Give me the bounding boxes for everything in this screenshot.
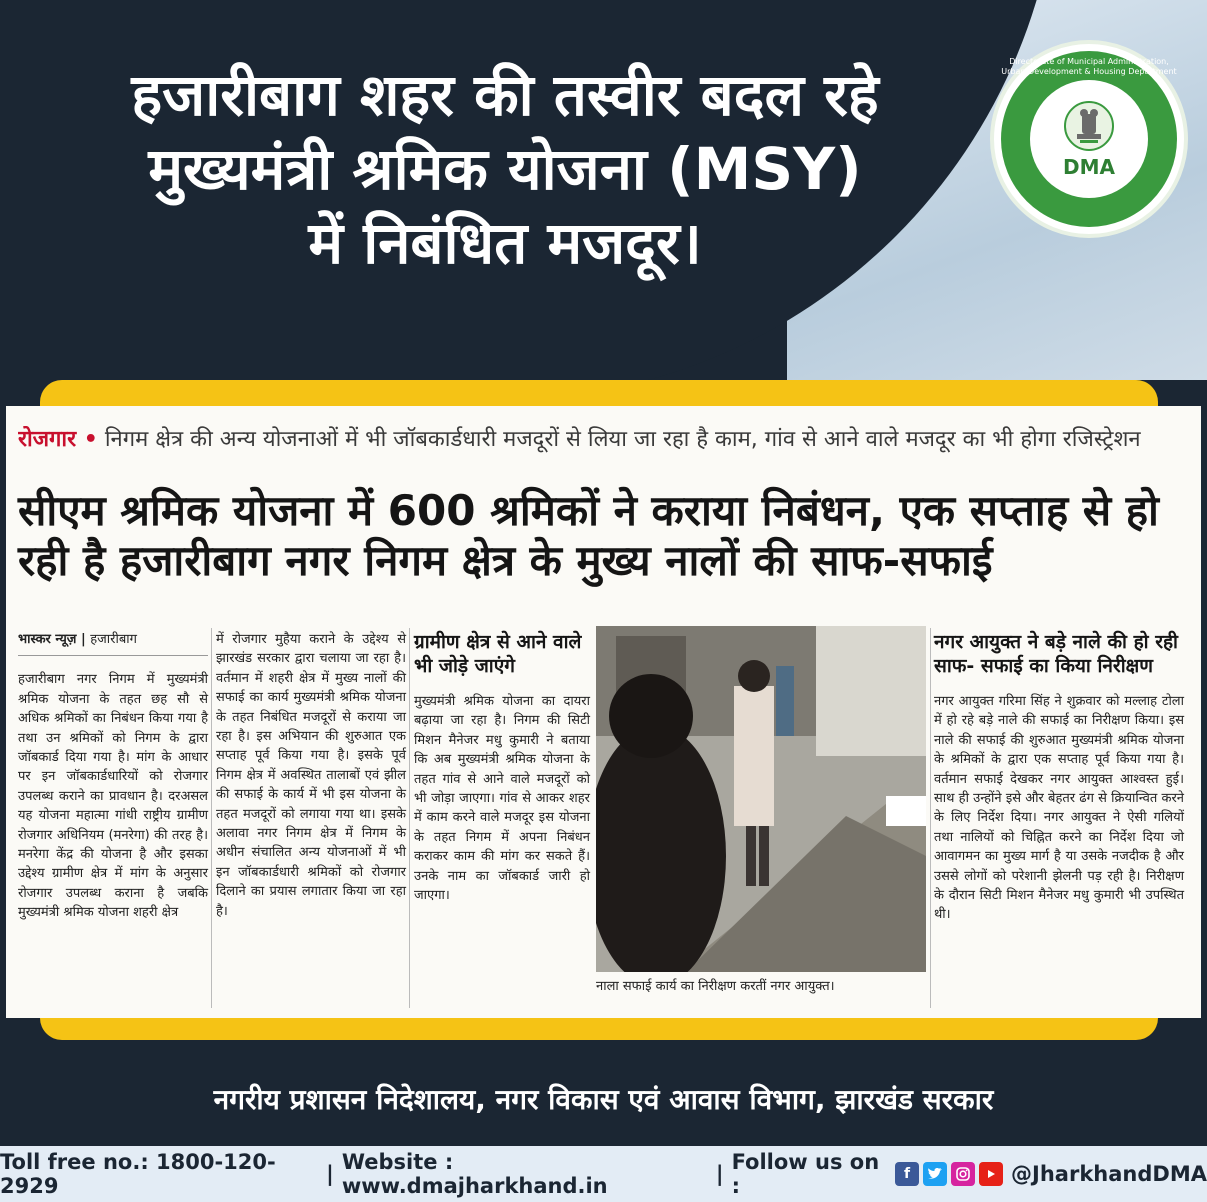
footer-contact-bar <box>0 1146 1207 1202</box>
instagram-icon[interactable] <box>951 1162 975 1186</box>
headline-line-3: में निबंधित मजदूर। <box>308 209 702 277</box>
column-4-text: नगर आयुक्त गरिमा सिंह ने शुक्रवार को मल्लाह टोला में हो रहे बड़े नाले की सफाई का निरीक्षण किया। इस नाले की सफाई की शुरुआत मुख्यमंत्री श्रमिक योजना के श्रमिकों के द्वारा एक सप्ताह पूर्व किया गया है। वर्तमान सफाई देखकर नगर आयुक्त आश्वस्त हुई। साथ ही उन्होंने इसे और बेहतर ढंग से क्रियान्वित करने के लिए निर्देश दिया। नगर आयुक्त ने ऐसी गलियों तथा नालियों को चिह्नित करने का निर्देश दिया जो आवागमन का मुख्य मार्ग है या उसके नजदीक है और उससे लोगों को परेशानी झेलनी पड़ रही है। निरीक्षण के दौरान सिटी मिशन मैनेजर मधु कुमारी भी उपस्थित थी। <box>934 694 1184 923</box>
dma-logo-ring <box>1001 51 1177 227</box>
clipping-headline: सीएम श्रमिक योजना में 600 श्रमिकों ने कराया निबंधन, एक सप्ताह से हो रही है हजारीबाग नगर निगम क्षेत्र के मुख्य नालों की साफ-सफाई <box>18 486 1159 585</box>
byline-source: भास्कर न्यूज़ <box>18 632 77 647</box>
photo-caption: नाला सफाई कार्य का निरीक्षण करतीं नगर आयुक्त। <box>596 979 835 994</box>
column-divider <box>211 628 212 1008</box>
article-column-4 <box>934 630 1184 925</box>
youtube-icon[interactable] <box>979 1162 1003 1186</box>
article-column-2 <box>216 630 406 921</box>
column-3-subhead: ग्रामीण क्षेत्र से आने वाले भी जोड़े जाएंगे <box>414 631 582 677</box>
dma-logo-center <box>1030 80 1148 198</box>
website-link[interactable]: Website : www.dmajharkhand.in <box>341 1150 608 1198</box>
inspection-photo-image <box>596 626 926 972</box>
separator: | <box>326 1162 334 1186</box>
footer-department-title: नगरीय प्रशासन निदेशालय, नगर विकास एवं आवास विभाग, झारखंड सरकार <box>213 1083 994 1116</box>
national-emblem-icon <box>1063 100 1115 152</box>
column-divider <box>930 628 931 1008</box>
column-4-subhead: नगर आयुक्त ने बड़े नाले की हो रही साफ- सफाई का किया निरीक्षण <box>934 631 1178 677</box>
follow-us-label: Follow us on : <box>731 1150 880 1198</box>
article-column-3 <box>414 630 590 905</box>
social-handle[interactable]: @JharkhandDMA <box>1011 1162 1207 1186</box>
kicker-text: निगम क्षेत्र की अन्य योजनाओं में भी जॉबकार्डधारी मजदूरों से लिया जा रहा है काम, गांव से आने वाले मजदूर का भी होगा रजिस्ट्रेशन <box>104 427 1141 452</box>
dma-logo-label: DMA <box>1063 155 1115 179</box>
column-divider <box>409 628 410 1008</box>
newspaper-clipping <box>6 406 1201 1018</box>
toll-free-number[interactable]: Toll free no.: 1800-120-2929 <box>0 1150 276 1198</box>
twitter-icon[interactable] <box>923 1162 947 1186</box>
dma-logo <box>990 40 1188 238</box>
column-1-text: हजारीबाग नगर निगम में मुख्यमंत्री श्रमिक योजना के तहत छह सौ से अधिक श्रमिकों का निबंधन किया गया है तथा उन श्रमिकों को निगम के द्वारा जॉबकार्ड दिया गया है। मांग के आधार पर इन जॉबकार्डधारियों को रोजगार उपलब्ध कराने का प्रावधान है। दरअसल यह योजना महात्मा गांधी राष्ट्रीय ग्रामीण रोजगार अधिनियम (मनरेगा) की तरह है। मनरेगा केंद्र की योजना है और इसका उद्देश्य ग्रामीण क्षेत्र में मांग के अनुसार रोजगार उपलब्ध कराना है जबकि मुख्यमंत्री श्रमिक योजना शहरी क्षेत्र <box>18 672 208 921</box>
inspection-photo <box>596 626 926 972</box>
social-icons <box>895 1162 1003 1186</box>
column-3-text: मुख्यमंत्री श्रमिक योजना का दायरा बढ़ाया जा रहा है। निगम की सिटी मिशन मैनेजर मधु कुमारी ने बताया कि अब मुख्यमंत्री श्रमिक योजना के तहत गांव से आने वाले मजदूरों को भी जोड़ा जाएगा। गांव से आकर शहर में काम करने वाले मजदूर इस योजना के तहत निगम में अपना निबंधन कराकर काम की मांग कर सकते हैं। उनके नाम का जॉबकार्ड जारी हो जाएगा। <box>414 694 590 904</box>
byline-place: हजारीबाग <box>90 632 137 647</box>
facebook-icon[interactable]: f <box>895 1162 919 1186</box>
dma-logo-ring-text: Directorate of Municipal Administration, Urban Development & Housing Department <box>1001 57 1177 76</box>
headline-line-1: हजारीबाग शहर की तस्वीर बदल रहे <box>131 61 879 129</box>
column-2-text: में रोजगार मुहैया कराने के उद्देश्य से झारखंड सरकार द्वारा चलाया जा रहा है। वर्तमान में शहरी क्षेत्र में मुख्य नालों की सफाई का कार्य मुख्यमंत्री श्रमिक योजना के तहत निबंधित मजदूरों से कराया जा रहा है। इस अभियान की शुरुआत एक सप्ताह पूर्व किया गया है। इसके पूर्व निगम क्षेत्र में अवस्थित तालाबों एवं झील की सफाई के कार्य में भी इस योजना के तहत मजदूरों को लगाया गया था। इसके अलावा नगर निगम क्षेत्र में निगम के अधीन संचालित अन्य योजनाओं में भी इन जॉबकार्डधारी श्रमिकों को रोजगार दिलाने का प्रयास लगातार किया जा रहा है। <box>216 632 406 919</box>
kicker-tag: रोजगार • <box>18 427 98 452</box>
clipping-kicker <box>18 426 1198 454</box>
byline: भास्कर न्यूज़ | हजारीबाग <box>18 630 208 656</box>
headline-line-2: मुख्यमंत्री श्रमिक योजना (MSY) <box>148 135 862 203</box>
article-column-1 <box>18 630 208 923</box>
separator: | <box>715 1162 724 1186</box>
poster-headline <box>40 58 970 280</box>
